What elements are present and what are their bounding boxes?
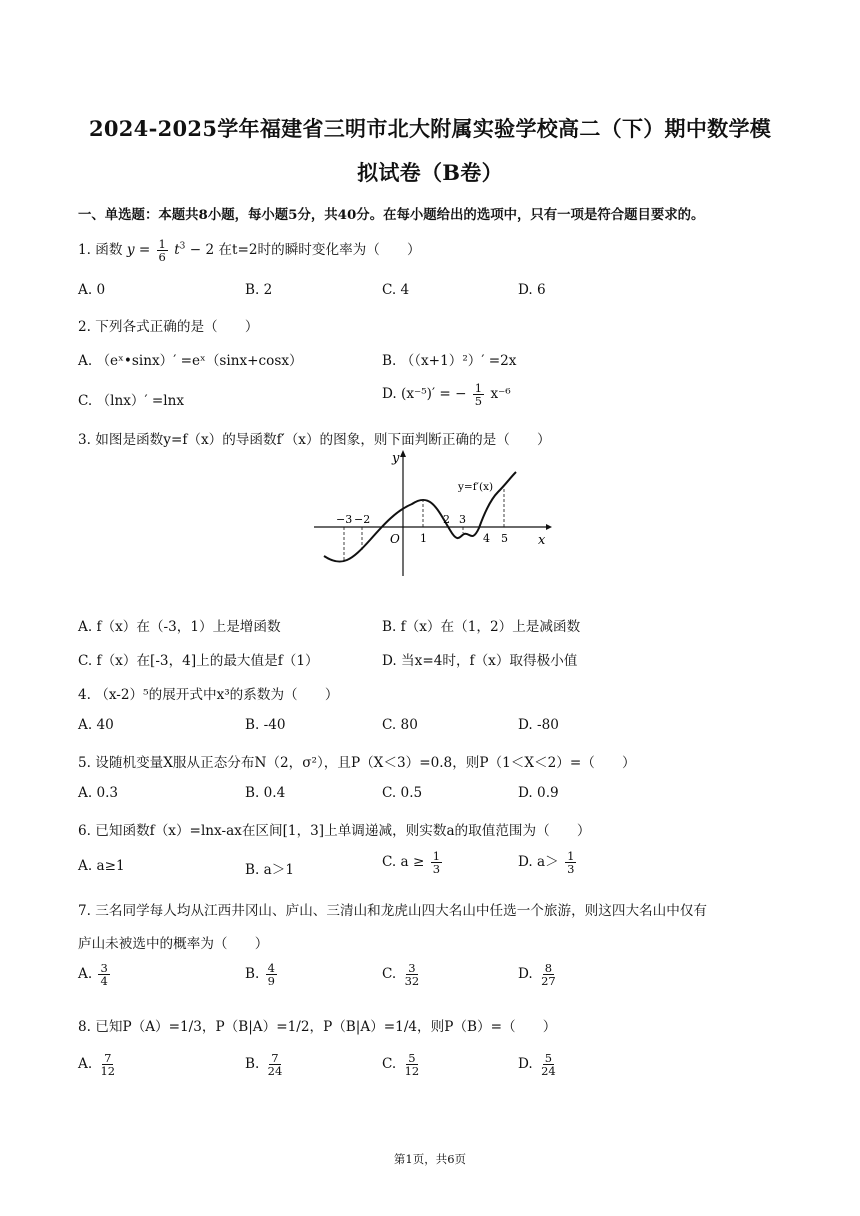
- tick-3: 3: [459, 513, 466, 526]
- q3-option-b: B. f（x）在（1，2）上是减函数: [382, 619, 581, 635]
- q3-option-c: C. f（x）在[-3，4]上的最大值是f（1）: [78, 653, 319, 669]
- q7-option-a: A. $\frac{3}{4}$: [78, 961, 108, 988]
- tick-4: 4: [483, 532, 490, 545]
- question-6: 6. 已知函数f（x）=lnx-ax在区间[1，3]上单调递减，则实数a的取值范围为（ ）: [78, 823, 591, 839]
- q1-option-c: C. 4: [382, 282, 410, 298]
- tick-5: 5: [501, 532, 508, 545]
- tick-1: 1: [420, 532, 427, 545]
- question-2: 2. 下列各式正确的是（ ）: [78, 319, 259, 335]
- q3-option-d: D. 当x=4时，f（x）取得极小值: [382, 653, 578, 669]
- q4-option-a: A. 40: [78, 717, 114, 733]
- q4-option-c: C. 80: [382, 717, 418, 733]
- tick-minus2: −2: [354, 513, 371, 526]
- q7-option-b: B. $\frac{4}{9}$: [245, 961, 275, 988]
- tick-minus3: −3: [336, 513, 353, 526]
- q8-option-b: B. $\frac{7}{24}$: [245, 1051, 283, 1078]
- q6-option-b: B. a＞1: [245, 862, 294, 878]
- q5-option-a: A. 0.3: [78, 785, 119, 801]
- origin-label: O: [390, 532, 400, 546]
- q2-option-a: A. （eˣ•sinx）′ =eˣ（sinx+cosx）: [78, 353, 303, 369]
- section-heading: 一、单选题：本题共8小题，每小题5分，共40分。在每小题给出的选项中，只有一项是符合题目要求的。: [78, 207, 705, 223]
- q1-option-b: B. 2: [245, 282, 273, 298]
- q1-lead: 1. 函数: [78, 242, 123, 258]
- q7-option-c: C. $\frac{3}{32}$: [382, 961, 420, 988]
- q2-option-c: C. （lnx）′ =lnx: [78, 393, 185, 409]
- y-axis-arrow: [400, 450, 406, 457]
- x-axis-label: x: [538, 533, 546, 548]
- question-1: 1. 函数 y = $\frac{1}{6}$ $t^3 - 2$ 在t=2时的瞬时变化率为（ ）: [78, 237, 421, 264]
- q1-option-a: A. 0: [78, 282, 106, 298]
- q5-option-b: B. 0.4: [245, 785, 286, 801]
- q4-option-b: B. -40: [245, 717, 286, 733]
- question-7-line1: 7. 三名同学每人均从江西井冈山、庐山、三清山和龙虎山四大名山中任选一个旅游，则这四大名山中仅有: [78, 903, 708, 919]
- q6-option-a: A. a≥1: [78, 858, 125, 874]
- q1-fraction: $\frac{1}{6}$: [158, 237, 166, 264]
- q3-option-a: A. f（x）在（-3，1）上是增函数: [78, 619, 281, 635]
- question-4: 4. （x-2）⁵的展开式中x³的系数为（ ）: [78, 687, 339, 703]
- q8-option-a: A. $\frac{7}{12}$: [78, 1051, 116, 1078]
- q5-option-d: D. 0.9: [518, 785, 559, 801]
- curve-label: y=f′(x): [458, 481, 494, 493]
- q1-tail: 在t=2时的瞬时变化率为（ ）: [218, 242, 421, 258]
- q2-option-b: B. （（x+1）²）′ =2x: [382, 353, 517, 369]
- q5-option-c: C. 0.5: [382, 785, 423, 801]
- x-axis-arrow: [546, 524, 552, 530]
- q6-option-c: C. a ≥ $\frac{1}{3}$: [382, 849, 441, 876]
- derivative-graph: [312, 448, 552, 578]
- exam-title-line1: 2024-2025学年福建省三明市北大附属实验学校高二（下）期中数学模: [88, 116, 772, 141]
- tick-2: 2: [443, 513, 450, 526]
- q2-option-d: D. (x⁻⁵)′ = − $\frac{1}{5}$ x⁻⁶: [382, 381, 511, 408]
- q4-option-d: D. -80: [518, 717, 559, 733]
- question-3: 3. 如图是函数y=f（x）的导函数f′（x）的图象，则下面判断正确的是（ ）: [78, 432, 551, 448]
- page-footer: 第1页，共6页: [393, 1152, 467, 1166]
- question-8: 8. 已知P（A）=1/3，P（B|A）=1/2，P（B|A）=1/4，则P（B）=（ ）: [78, 1019, 557, 1035]
- question-7-line2: 庐山未被选中的概率为（ ）: [78, 936, 269, 952]
- q8-option-c: C. $\frac{5}{12}$: [382, 1051, 420, 1078]
- q8-option-d: D. $\frac{5}{24}$: [518, 1051, 556, 1078]
- q7-option-d: D. $\frac{8}{27}$: [518, 961, 556, 988]
- y-axis-label: y: [392, 451, 400, 466]
- exam-title-line2: 拟试卷（B卷）: [357, 160, 503, 185]
- q1-option-d: D. 6: [518, 282, 546, 298]
- q6-option-d: D. a＞ $\frac{1}{3}$: [518, 849, 575, 876]
- question-5: 5. 设随机变量X服从正态分布N（2，σ²），且P（X＜3）=0.8，则P（1＜X＜2）=（ ）: [78, 755, 636, 771]
